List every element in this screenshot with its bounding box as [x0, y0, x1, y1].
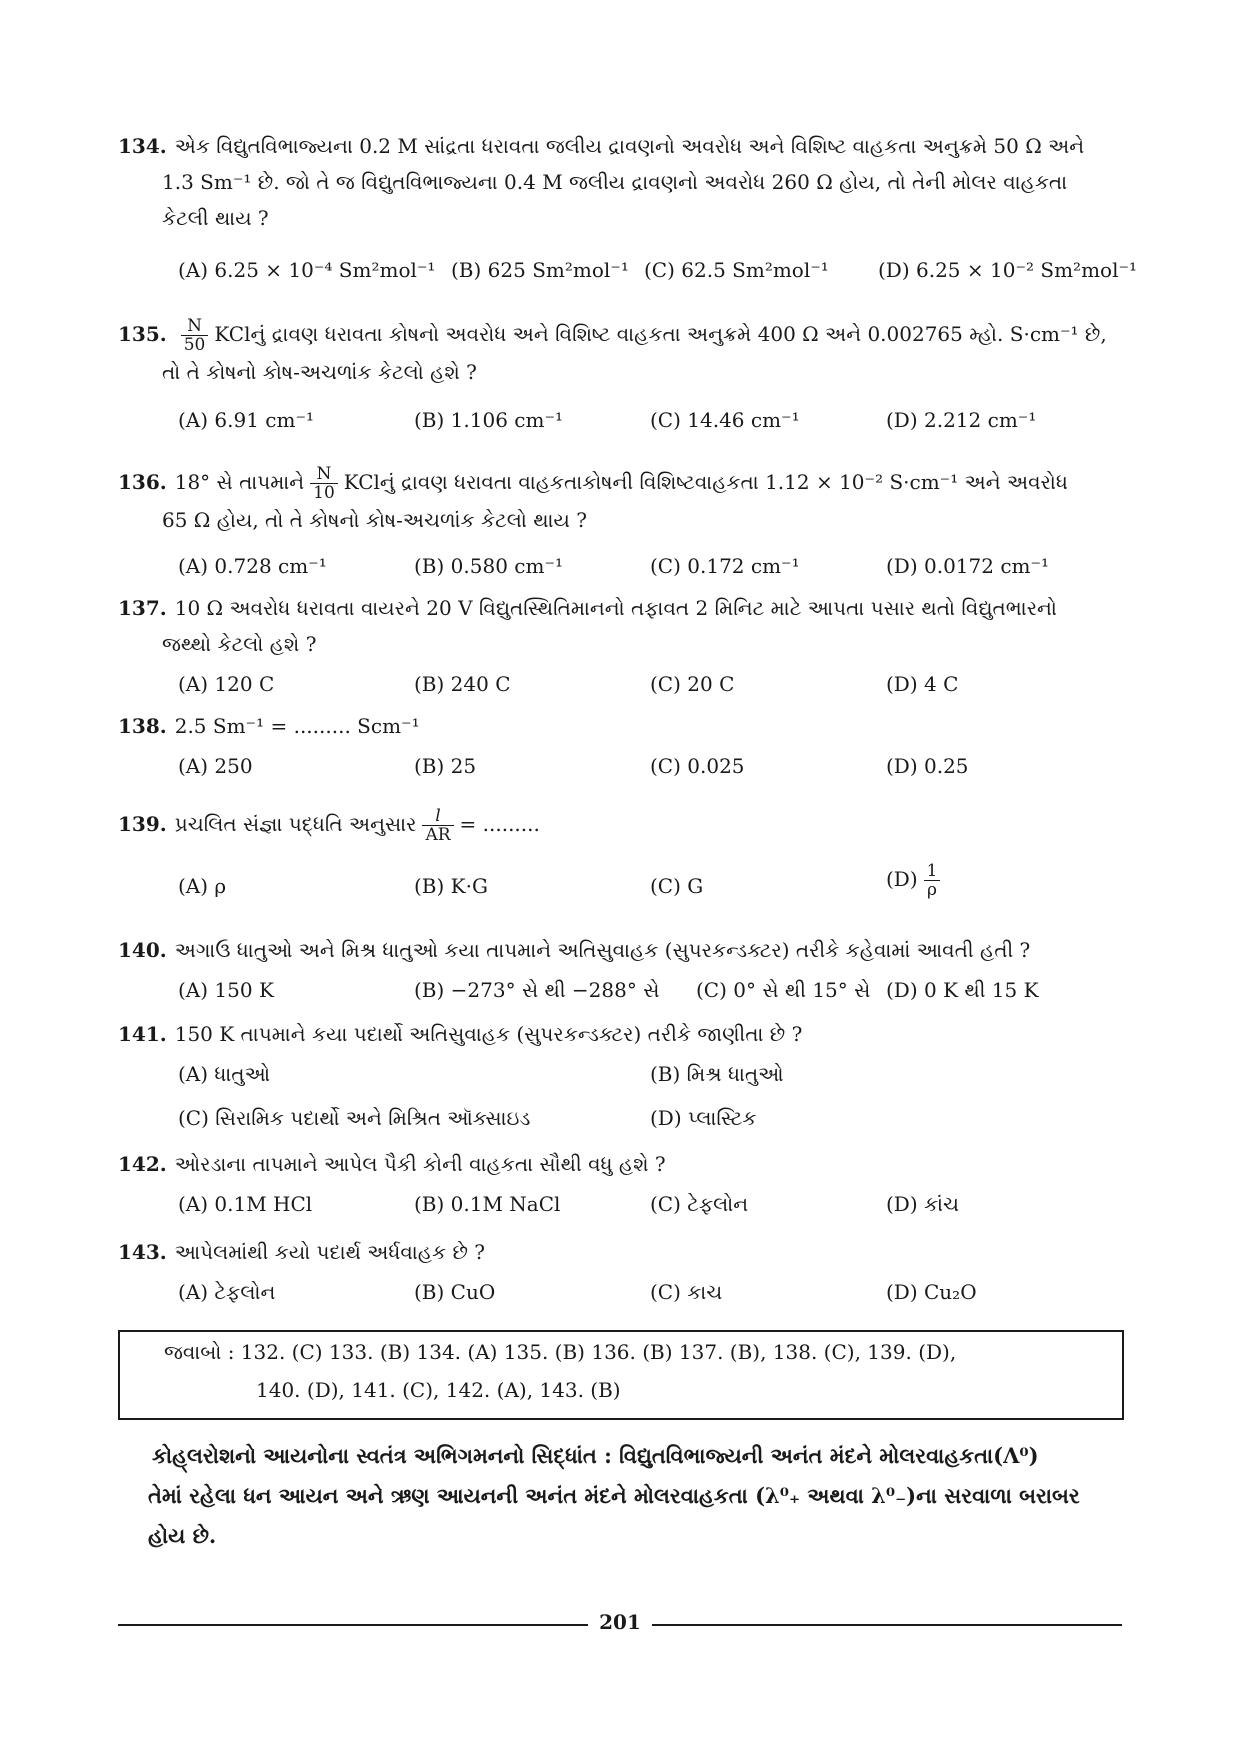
option-a: (A) 150 K: [178, 978, 274, 1002]
options-141-row1: [178, 1062, 1128, 1096]
option-a: (A) 0.728 cm⁻¹: [178, 554, 327, 578]
option-b: (B) 1.106 cm⁻¹: [414, 408, 564, 432]
option-a: (A) 6.25 × 10⁻⁴ Sm²mol⁻¹: [178, 258, 436, 282]
option-b: (B) −273° સે થી −288° સે: [414, 978, 660, 1002]
options-140: [178, 978, 1128, 1012]
option-a: (A) ધાતુઓ: [178, 1062, 271, 1086]
question-text: = .........: [459, 812, 540, 836]
option-d: (D) કાંચ: [886, 1192, 960, 1216]
question-number: 142.: [118, 1152, 167, 1176]
option-a: (A) 120 C: [178, 672, 275, 696]
page-number: 201: [599, 1610, 641, 1634]
options-134: [178, 258, 1138, 292]
question-140: [118, 932, 1128, 968]
option-a: (A) ટેફલોન: [178, 1280, 276, 1304]
question-text: 65 Ω હોય, તો તે કોષનો કોષ-અચળાંક કેટલો થાય ?: [162, 508, 587, 532]
question-text: તો તે કોષનો કોષ-અચળાંક કેટલો હશે ?: [162, 360, 477, 384]
question-135: [118, 316, 1128, 390]
option-d: (D) Cu₂O: [886, 1280, 977, 1304]
option-c: (C) સિરામિક પદાર્થો અને મિશ્રિત ઑક્સાઇડ: [178, 1106, 531, 1130]
option-b: (B) 240 C: [414, 672, 511, 696]
question-text: 1.3 Sm⁻¹ છે. જો તે જ વિદ્યુતવિભાજ્યના 0.4 M જલીય દ્રાવણનો અવરોધ 260 Ω હોય, તો તેની મોલર વાહકતા: [162, 170, 1068, 194]
question-text: એક વિદ્યુતવિભાજ્યના 0.2 M સાંદ્રતા ધરાવતા જલીય દ્રાવણનો અવરોધ અને વિશિષ્ટ વાહકતા અનુક્રમે 50 Ω અને: [174, 134, 1085, 158]
option-c: (C) 0.172 cm⁻¹: [650, 554, 800, 578]
question-number: 141.: [118, 1022, 167, 1046]
question-text: કેટલી થાય ?: [162, 206, 269, 230]
option-b: (B) CuO: [414, 1280, 496, 1304]
question-number: 143.: [118, 1240, 167, 1264]
question-number: 135.: [118, 322, 167, 346]
options-135: [178, 408, 1128, 442]
option-a: (A) 6.91 cm⁻¹: [178, 408, 315, 432]
options-142: [178, 1192, 1128, 1226]
question-141: [118, 1016, 1128, 1052]
option-b: (B) K·G: [414, 874, 488, 898]
options-143: [178, 1280, 1128, 1314]
option-a: (A) ρ: [178, 874, 227, 898]
question-142: [118, 1146, 1128, 1182]
option-c: (C) 14.46 cm⁻¹: [650, 408, 800, 432]
question-number: 134.: [118, 134, 167, 158]
question-138: [118, 708, 1128, 744]
option-d: (D) 6.25 × 10⁻² Sm²mol⁻¹: [878, 258, 1138, 282]
option-c: (C) 20 C: [650, 672, 735, 696]
option-a: (A) 0.1M HCl: [178, 1192, 313, 1216]
option-c: (C) 0° સે થી 15° સે: [696, 978, 871, 1002]
question-137: [118, 590, 1128, 662]
principle-line: તેમાં રહેલા ધન આયન અને ઋણ આયનની અનંત મંદને મોલરવાહકતા (λ⁰₊ અથવા λ⁰₋)ના સરવાળા બરાબર: [148, 1483, 1080, 1508]
option-b: (B) 0.1M NaCl: [414, 1192, 561, 1216]
options-141-row2: [178, 1106, 1128, 1140]
option-d: (D) 0 K થી 15 K: [886, 978, 1039, 1002]
option-b: (B) મિશ્ર ધાતુઓ: [650, 1062, 784, 1086]
question-136: [118, 464, 1128, 538]
answers-box: [118, 1330, 1124, 1420]
question-text: ઓરડાના તાપમાને આપેલ પૈકી કોની વાહકતા સૌથી વધુ હશે ?: [174, 1152, 666, 1176]
question-number: 139.: [118, 812, 167, 836]
principle-line: કોહ્‌લરોશનો આયનોના સ્વતંત્ર અભિગમનનો સિદ્ધાંત : વિદ્યુતવિભાજ્યની અનંત મંદને મોલરવાહકતા(Λ⁰): [152, 1443, 1039, 1468]
option-d: (D) $\frac{1}{\rho}$: [886, 862, 946, 899]
fraction: $\frac{N}{10}$: [310, 465, 338, 502]
question-number: 136.: [118, 470, 167, 494]
question-text: પ્રચલિત સંજ્ઞા પદ્ધતિ અનુસાર: [174, 812, 417, 836]
question-143: [118, 1234, 1128, 1270]
options-137: [178, 672, 1128, 706]
option-c: (C) 62.5 Sm²mol⁻¹: [644, 258, 829, 282]
question-text: KClનું દ્રાવણ ધરાવતા વાહકતાકોષની વિશિષ્ટવાહકતા 1.12 × 10⁻² S·cm⁻¹ અને અવરોધ: [343, 470, 1068, 494]
fraction: $\frac{N}{50}$: [181, 317, 209, 354]
option-d: (D) પ્લાસ્ટિક: [650, 1106, 757, 1130]
option-a: (A) 250: [178, 754, 253, 778]
question-134: [118, 128, 1128, 236]
options-136: [178, 554, 1128, 588]
question-text: 150 K તાપમાને કયા પદાર્થો અતિસુવાહક (સુપરકન્ડક્ટર) તરીકે જાણીતા છે ?: [174, 1022, 803, 1046]
option-b: (B) 0.580 cm⁻¹: [414, 554, 564, 578]
option-c: (C) ટેફલોન: [650, 1192, 749, 1216]
question-text: અગાઉ ધાતુઓ અને મિશ્ર ધાતુઓ કયા તાપમાને અતિસુવાહક (સુપરકન્ડક્ટર) તરીકે કહેવામાં આવતી હતી ?: [174, 938, 1031, 962]
option-c: (C) 0.025: [650, 754, 745, 778]
question-text: 2.5 Sm⁻¹ = ......... Scm⁻¹: [174, 714, 420, 738]
options-139: [178, 861, 1128, 908]
question-139: [118, 806, 1128, 844]
option-d: (D) 4 C: [886, 672, 959, 696]
option-c: (C) કાચ: [650, 1280, 723, 1304]
question-text: આપેલમાંથી કયો પદાર્થ અર્ધવાહક છે ?: [174, 1240, 486, 1264]
fraction: $\frac{1}{\rho}$: [924, 862, 941, 899]
question-number: 138.: [118, 714, 167, 738]
option-d: (D) 0.0172 cm⁻¹: [886, 554, 1050, 578]
question-text: KClનું દ્રાવણ ધરાવતા કોષનો અવરોધ અને વિશિષ્ટ વાહકતા અનુક્રમે 400 Ω અને 0.002765 મ્હો. S·cm⁻¹ છે,: [214, 322, 1107, 346]
answers-line: જવાબો : 132. (C) 133. (B) 134. (A) 135. (B) 136. (B) 137. (B), 138. (C), 139. (D),: [164, 1340, 957, 1364]
option-c: (C) G: [650, 874, 704, 898]
question-text: 10 Ω અવરોધ ધરાવતા વાયરને 20 V વિદ્યુતસ્થિતિમાનનો તફાવત 2 મિનિટ માટે આપતા પસાર થતો વિદ્યુતભારનો: [174, 596, 1057, 620]
principle-line: હોય છે.: [148, 1523, 217, 1548]
fraction: $\frac{l}{AR}$: [422, 807, 453, 844]
question-text: 18° સે તાપમાને: [174, 470, 305, 494]
options-138: [178, 754, 1128, 788]
option-d: (D) 2.212 cm⁻¹: [886, 408, 1037, 432]
option-b: (B) 625 Sm²mol⁻¹: [451, 258, 629, 282]
footer-rule: [118, 1624, 588, 1626]
option-d: (D) 0.25: [886, 754, 969, 778]
option-b: (B) 25: [414, 754, 477, 778]
question-number: 140.: [118, 938, 167, 962]
question-number: 137.: [118, 596, 167, 620]
answers-line: 140. (D), 141. (C), 142. (A), 143. (B): [256, 1378, 621, 1402]
footer-rule: [652, 1624, 1122, 1626]
question-text: જથ્થો કેટલો હશે ?: [162, 632, 317, 656]
